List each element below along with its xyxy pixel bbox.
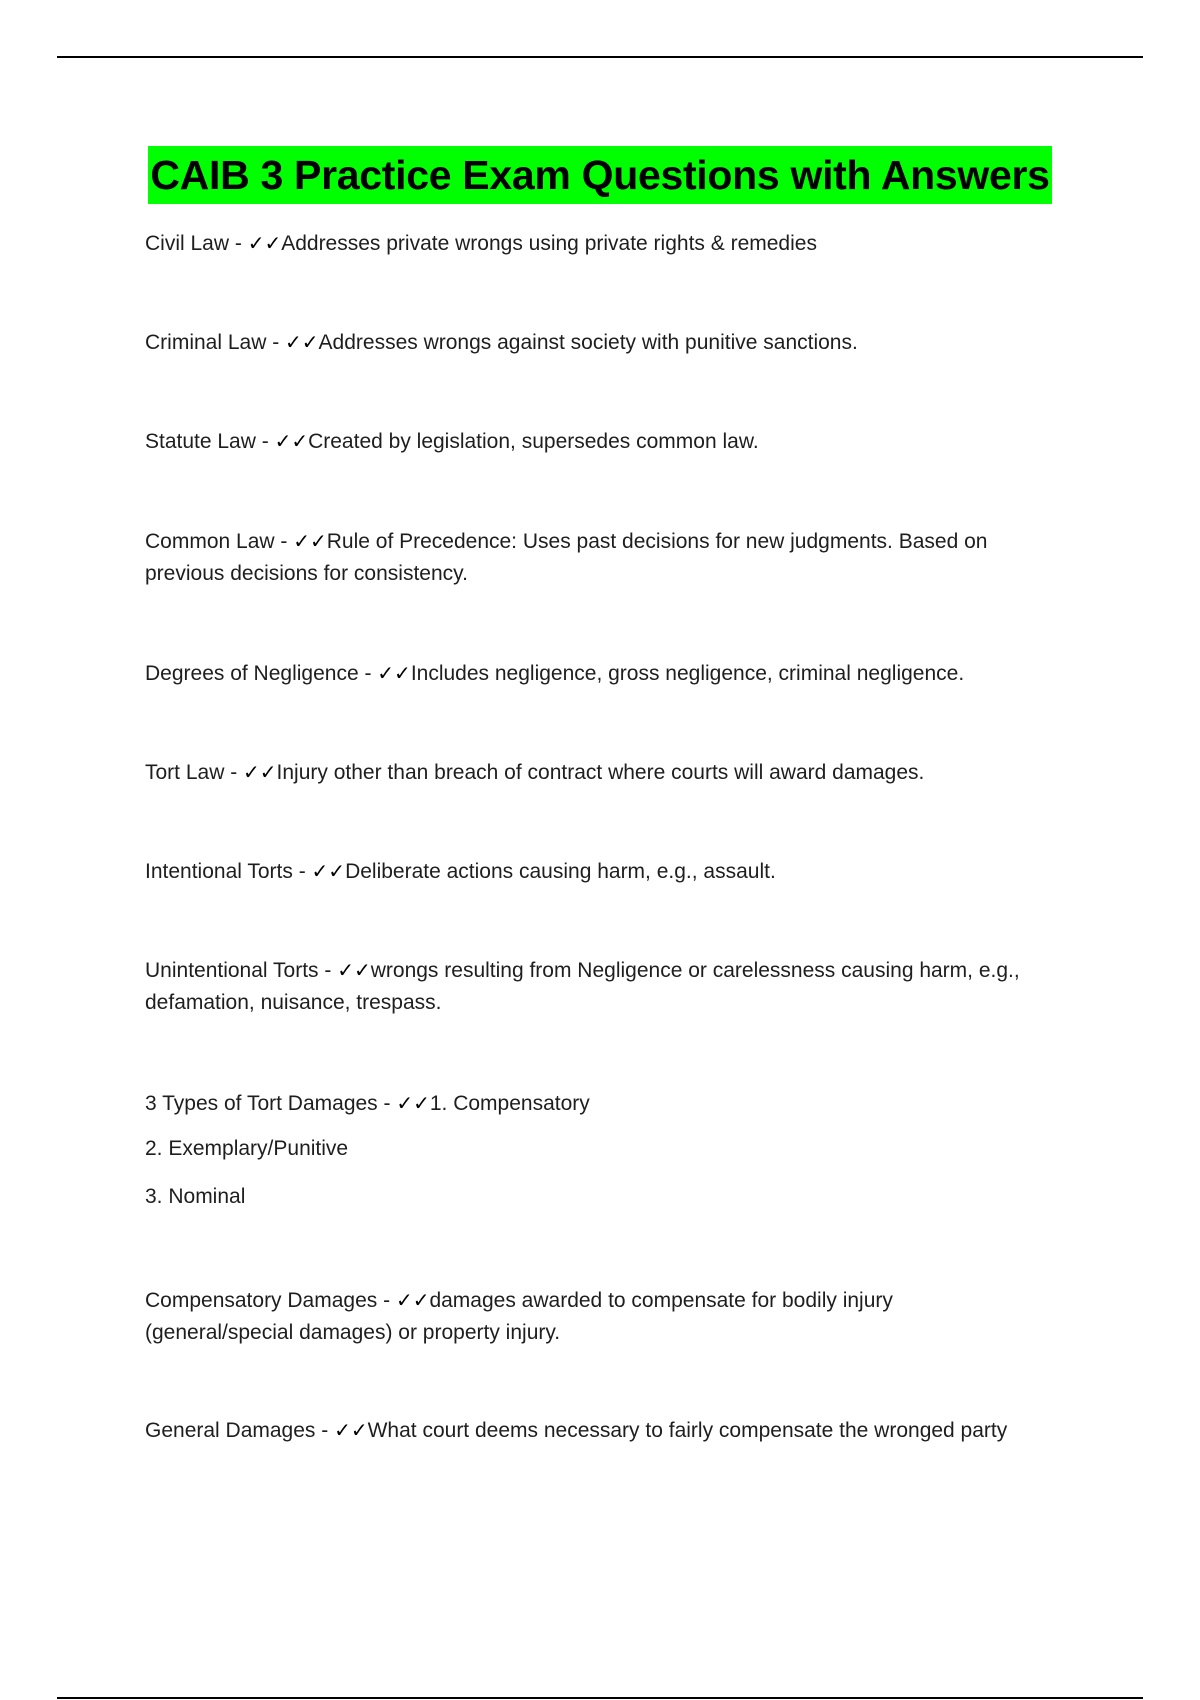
top-rule	[57, 56, 1143, 58]
answer-line-2: defamation, nuisance, trespass.	[145, 991, 442, 1014]
bottom-rule	[57, 1697, 1143, 1699]
list-item: 3. Nominal	[145, 1185, 246, 1208]
double-check-icon: ✓✓	[334, 1418, 368, 1442]
term: Degrees of Negligence -	[145, 662, 378, 685]
term: Unintentional Torts -	[145, 959, 338, 982]
answer-line-1	[145, 525, 1085, 558]
qa-entry-intentional-torts	[145, 855, 1085, 888]
qa-entry-criminal-law	[145, 326, 1085, 359]
answer: Addresses private wrongs using private rights & remedies	[281, 232, 817, 255]
qa-entry-tort-damage-types	[145, 1087, 1085, 1120]
double-check-icon: ✓✓	[274, 429, 309, 453]
qa-entry-common-law	[145, 525, 1085, 590]
double-check-icon: ✓✓	[396, 1091, 430, 1115]
answer: Created by legislation, supersedes common law.	[308, 430, 759, 453]
qa-entry-unintentional-torts	[145, 954, 1085, 1019]
answer-line-2: previous decisions for consistency.	[145, 562, 468, 585]
term: Civil Law -	[145, 232, 248, 255]
page-title: CAIB 3 Practice Exam Questions with Answers	[148, 146, 1051, 204]
answer: What court deems necessary to fairly compensate the wronged party	[367, 1419, 1008, 1442]
double-check-icon: ✓✓	[243, 760, 277, 784]
list-item: 2. Exemplary/Punitive	[145, 1137, 349, 1160]
qa-entry-tort-law	[145, 756, 1085, 789]
qa-entry-degrees-of-negligence	[145, 657, 1085, 690]
term: General Damages -	[145, 1419, 335, 1442]
double-check-icon: ✓✓	[285, 330, 319, 354]
double-check-icon: ✓✓	[247, 231, 282, 255]
answer: Deliberate actions causing harm, e.g., assault.	[345, 860, 776, 883]
answer: Rule of Precedence: Uses past decisions for new judgments. Based on	[326, 530, 988, 553]
answer: wrongs resulting from Negligence or carelessness causing harm, e.g.,	[370, 959, 1020, 982]
double-check-icon: ✓✓	[337, 958, 371, 982]
qa-entry-civil-law	[145, 227, 1085, 260]
qa-entry-statute-law	[145, 425, 1085, 458]
qa-entry-general-damages	[145, 1414, 1085, 1447]
answer-line-2: (general/special damages) or property injury.	[145, 1321, 561, 1344]
term: Tort Law -	[145, 761, 244, 784]
term: Statute Law -	[145, 430, 275, 453]
answer: Includes negligence, gross negligence, criminal negligence.	[410, 662, 965, 685]
term: Intentional Torts -	[145, 860, 312, 883]
answer-line-1	[145, 1284, 1085, 1317]
double-check-icon: ✓✓	[293, 529, 327, 553]
answer: damages awarded to compensate for bodily injury	[429, 1289, 893, 1312]
term: 3 Types of Tort Damages -	[145, 1092, 397, 1115]
term: Common Law -	[145, 530, 294, 553]
answer: Addresses wrongs against society with punitive sanctions.	[318, 331, 858, 354]
double-check-icon: ✓✓	[311, 859, 346, 883]
double-check-icon: ✓✓	[395, 1288, 430, 1312]
title-block	[0, 146, 1200, 204]
term: Compensatory Damages -	[145, 1289, 396, 1312]
qa-entry-compensatory-damages	[145, 1284, 1085, 1349]
answer: 1. Compensatory	[429, 1092, 590, 1115]
answer: Injury other than breach of contract where courts will award damages.	[276, 761, 925, 784]
answer-line-1	[145, 954, 1085, 987]
term: Criminal Law -	[145, 331, 286, 354]
double-check-icon: ✓✓	[377, 661, 411, 685]
